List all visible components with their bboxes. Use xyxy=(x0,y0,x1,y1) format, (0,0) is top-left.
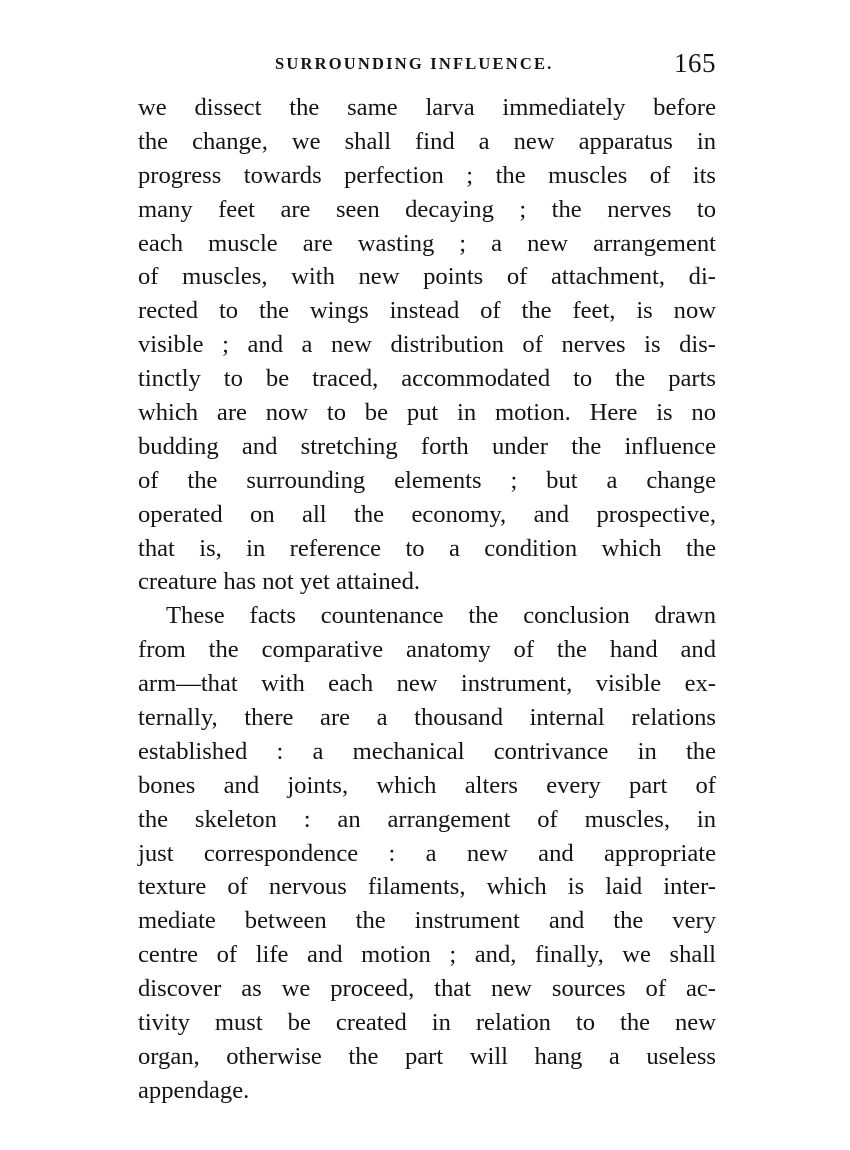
text-line: the change, we shall find a new apparatus in xyxy=(138,127,716,155)
text-line: just correspondence : a new and appropriate xyxy=(138,839,716,867)
text-line: the skeleton : an arrangement of muscles, in xyxy=(138,805,716,833)
text-line: budding and stretching forth under the influence xyxy=(138,432,716,460)
text-line: of the surrounding elements ; but a change xyxy=(138,466,716,494)
text-line: operated on all the economy, and prospective, xyxy=(138,500,716,528)
text-line: established : a mechanical contrivance in the xyxy=(138,737,716,765)
text-line: mediate between the instrument and the very xyxy=(138,907,716,935)
text-line: which are now to be put in motion. Here is no xyxy=(138,399,716,427)
text-line: creature has not yet attained. xyxy=(138,568,421,596)
text-line: discover as we proceed, that new sources of ac- xyxy=(138,975,716,1003)
text-line: bones and joints, which alters every part of xyxy=(138,771,716,799)
page-number: 165 xyxy=(674,48,716,78)
text-line: organ, otherwise the part will hang a useless xyxy=(138,1042,716,1070)
text-line: we dissect the same larva immediately before xyxy=(138,94,716,121)
text-line: appendage. xyxy=(138,1076,250,1104)
text-line: texture of nervous filaments, which is laid inter- xyxy=(138,873,716,901)
text-line: arm—that with each new instrument, visible ex- xyxy=(138,670,716,698)
text-line: These facts countenance the conclusion drawn xyxy=(166,602,716,630)
text-line: ternally, there are a thousand internal relations xyxy=(138,704,716,732)
running-head xyxy=(138,48,716,82)
text-line: tivity must be created in relation to the new xyxy=(138,1009,716,1037)
text-line: centre of life and motion ; and, finally, we shall xyxy=(138,941,716,969)
text-line: visible ; and a new distribution of nerves is dis- xyxy=(138,331,716,359)
running-title: SURROUNDING INFLUENCE. xyxy=(275,54,554,73)
text-line: progress towards perfection ; the muscles of its xyxy=(138,161,716,189)
text-line: tinctly to be traced, accommodated to the parts xyxy=(138,365,716,393)
text-line: many feet are seen decaying ; the nerves to xyxy=(138,195,716,223)
body-text xyxy=(138,91,716,1108)
text-line: that is, in reference to a condition which the xyxy=(138,534,716,562)
text-line: each muscle are wasting ; a new arrangement xyxy=(138,229,716,257)
text-line: from the comparative anatomy of the hand and xyxy=(138,636,716,664)
text-line: of muscles, with new points of attachment, di- xyxy=(138,263,716,291)
text-line: rected to the wings instead of the feet, is now xyxy=(138,297,716,325)
